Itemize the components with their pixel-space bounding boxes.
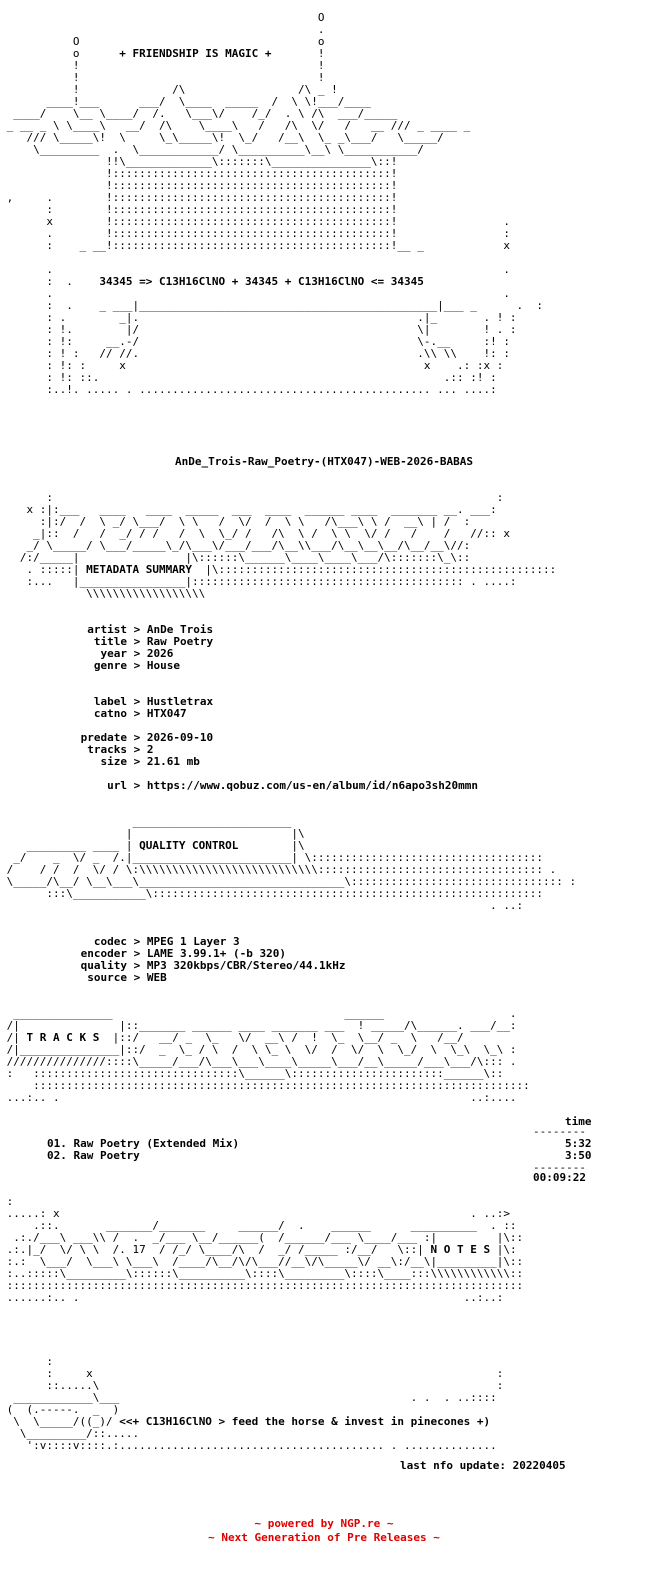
ascii-art: : !: __.-/ \-.__ :! : xyxy=(0,335,510,348)
powered-by xyxy=(0,1518,648,1530)
field-value: MPEG 1 Layer 3 xyxy=(146,935,240,948)
ascii-art: : xyxy=(0,1195,14,1208)
ascii-art: x !::::::::::::::::::::::::::::::::::::::::::! . xyxy=(0,215,510,228)
ascii-art: ...:.. . ..:.... xyxy=(0,1091,517,1104)
divider: -------- xyxy=(533,1161,586,1174)
field-value: Raw Poetry xyxy=(146,635,214,648)
tracks-heading-line: /| T R A C K S |::/ __/ _ \_ \/ __\ / ! \_ \__/ _ \ /__/ xyxy=(0,1031,464,1044)
ascii-art: :::\___________\::::::::::::::::::::::::::::::::::::::::::::::::::::::::::: xyxy=(0,887,544,900)
ascii-art: . !::::::::::::::::::::::::::::::::::::::::::! : xyxy=(0,227,510,240)
field-label: codec xyxy=(93,935,127,948)
track-number: 02. xyxy=(47,1149,74,1162)
ascii-art: /|_______________|::/ _ \_ / \ / \ \_ \ \/ / \/ \ \_/ \ \_\ \_\ : xyxy=(0,1043,517,1056)
quality-heading: QUALITY CONTROL xyxy=(139,839,239,852)
tracks-heading: T R A C K S xyxy=(26,1031,100,1044)
powered-suffix: ~ xyxy=(380,1517,394,1530)
ascii-art: ......:.. . ..:..: xyxy=(0,1291,504,1304)
ascii-art: . ..: xyxy=(0,899,524,912)
ascii-art: ____/ \__ \____/ /. \___\/ /_/ . \ /\ ___/_____ xyxy=(0,107,398,120)
track-title: Raw Poetry (Extended Mix) xyxy=(73,1137,240,1150)
ascii-art: : :::::::::::::::::::::::::::::::\______\:::::::::::::::::::::::______\:: xyxy=(0,1067,504,1080)
metadata-tracks: tracks > 2 xyxy=(0,744,154,756)
ascii-art: ///////////////::::\_____/___/\___\___\____\_____\___/__\_____/___\___/\::: . xyxy=(0,1055,517,1068)
quality-source: source > WEB xyxy=(0,972,167,984)
metadata-url: url > https://www.qobuz.com/us-en/album/id/n6apo3sh20mmn xyxy=(0,780,478,792)
track-title: Raw Poetry xyxy=(73,1149,140,1162)
ascii-art: O xyxy=(0,11,325,24)
ascii-art: x :|:___ ____ ____ _____ ___ ____ ______ ____ _______ __. ___: xyxy=(0,503,497,516)
field-label: encoder xyxy=(80,947,127,960)
ascii-art: !::::::::::::::::::::::::::::::::::::::::::! xyxy=(0,167,398,180)
field-value: WEB xyxy=(146,971,167,984)
track-time: 5:32 xyxy=(565,1137,592,1150)
ascii-art: !::::::::::::::::::::::::::::::::::::::::::! xyxy=(0,179,398,192)
field-label: predate xyxy=(80,731,127,744)
ascii-art: :.: \___/ \___\ \___\ /____/\__/\/\___//__\/\_____\/ __\:/__\|_________|\:: xyxy=(0,1255,524,1268)
ascii-art: ! /\ /\ _ ! xyxy=(0,83,338,96)
header-title-line: o + FRIENDSHIP IS MAGIC + ! xyxy=(0,47,325,60)
quality-heading-line: _________ ____ | QUALITY CONTROL |\ xyxy=(0,839,305,852)
formula-text: 34345 => C13H16ClNO + 34345 + C13H16ClNO <= 34345 xyxy=(99,275,424,288)
quality-quality: quality > MP3 320kbps/CBR/Stereo/44.1kHz xyxy=(0,960,346,972)
ascii-art: : !: : x x .: :x : xyxy=(0,359,504,372)
field-label: url xyxy=(107,779,127,792)
ascii-art: \_________/::..... xyxy=(0,1427,140,1440)
ascii-art: . . xyxy=(0,263,510,276)
ascii-art: /// \_____\! \ \_\_____\! \_/ /__\ \_ _\___/ \_____/ xyxy=(0,131,444,144)
ascii-art: \_________ . \____________/ \__________\__\ \___________/ xyxy=(0,143,424,156)
quality-codec: codec > MPEG 1 Layer 3 xyxy=(0,936,240,948)
ascii-art: ( (.-----. _ ) xyxy=(0,1403,491,1416)
quality-encoder: encoder > LAME 3.99.1+ (-b 320) xyxy=(0,948,286,960)
field-label: title xyxy=(93,635,127,648)
divider: -------- xyxy=(533,1125,586,1138)
ascii-art: ____________\___ . . . ..:::: xyxy=(0,1391,497,1404)
field-value: 21.61 mb xyxy=(146,755,200,768)
field-value: HTX047 xyxy=(146,707,187,720)
formula-line: : . 34345 => C13H16ClNO + 34345 + C13H16ClNO <= 34345 xyxy=(0,275,424,288)
ascii-art: : x : xyxy=(0,1367,504,1380)
url-link[interactable]: https://www.qobuz.com/us-en/album/id/n6apo3sh20mmn xyxy=(146,779,479,792)
ascii-art: ! ! xyxy=(0,59,325,72)
ascii-art: O o xyxy=(0,35,325,48)
ascii-art: : . _ ___|_____________________________________________|___ _ . : xyxy=(0,299,544,312)
ascii-art: _/ \_____/ \___/_____\_/\___\/___/___/\__\\___/\__\__\__/\__/__\//: xyxy=(0,539,471,552)
ascii-art: !!\_____________\:::::::\_______________\::! xyxy=(0,155,398,168)
ngp-link[interactable]: NGP.re xyxy=(340,1517,381,1530)
slogan-line: \ \_____/((_)/ <<+ C13H16ClNO > feed the horse & invest in pinecones +) xyxy=(0,1415,491,1428)
release-name: AnDe_Trois-Raw_Poetry-(HTX047)-WEB-2026-BABAS xyxy=(174,455,473,468)
ascii-art: : . _|. .|_ . ! : xyxy=(0,311,517,324)
ascii-art: .....: x . ..:> xyxy=(0,1207,510,1220)
ascii-art: | |\ xyxy=(0,827,305,840)
ascii-art: \\\\\\\\\\\\\\\\\\ xyxy=(0,587,484,600)
metadata-genre: genre > House xyxy=(0,660,180,672)
ascii-art: ________________________ xyxy=(0,815,292,828)
ascii-art: : !: ::. .:: :! : xyxy=(0,371,497,384)
ascii-art: /| |::_______ ______ ____ _______ ___ ! _____/\______. ___/__: xyxy=(0,1019,517,1032)
ascii-art: \_____/\__/ \__\___\_______________________________\:::::::::::::::::::::::::::::::: : xyxy=(0,875,577,888)
field-value: 2026-09-10 xyxy=(146,731,214,744)
field-label: artist xyxy=(87,623,127,636)
powered-prefix: ~ powered by xyxy=(254,1517,341,1530)
ascii-art: : : xyxy=(0,491,504,504)
field-label: genre xyxy=(93,659,127,672)
slogan: <<+ C13H16ClNO > feed the horse & invest in pinecones +) xyxy=(119,1415,491,1428)
ascii-art: ::::::::::::::::::::::::::::::::::::::::::::::::::::::::::::::::::::::::::: xyxy=(0,1079,530,1092)
ascii-art: : xyxy=(0,1355,53,1368)
field-value: Hustletrax xyxy=(146,695,214,708)
metadata-artist: artist > AnDe Trois xyxy=(0,624,213,636)
ascii-art: _ __ _ \ \____\ __/ /\ \____\ / /\ \/ / __ /// _ ____ _ xyxy=(0,119,471,132)
ascii-art: : !::::::::::::::::::::::::::::::::::::::::::! xyxy=(0,203,398,216)
field-value: 2026 xyxy=(146,647,174,660)
metadata-title: title > Raw Poetry xyxy=(0,636,213,648)
field-label: quality xyxy=(80,959,127,972)
ascii-art: ____!___ ___/ \____ _____ / \ \!___/____ xyxy=(0,95,371,108)
track-time: 3:50 xyxy=(565,1149,592,1162)
ascii-art: . xyxy=(0,23,325,36)
metadata-size: size > 21.61 mb xyxy=(0,756,200,768)
ascii-art: : _ __!::::::::::::::::::::::::::::::::::::::::::!__ _ x xyxy=(0,239,510,252)
field-label: size xyxy=(100,755,127,768)
field-value: LAME 3.99.1+ (-b 320) xyxy=(146,947,286,960)
ascii-art: :..!. ..... . ............................................ ... ....: xyxy=(0,383,497,396)
ascii-art: _|:: / / _/ / / / \ \_/ / /\ \ / \ \ \/ / / / //:: x xyxy=(0,527,510,540)
track-row xyxy=(47,1150,140,1162)
field-label: tracks xyxy=(87,743,127,756)
field-value: MP3 320kbps/CBR/Stereo/44.1kHz xyxy=(146,959,346,972)
ascii-art: .:./___\ ___\\ / . _/___ \__/______( /______/___ \____/___ :| |\:: xyxy=(0,1231,524,1244)
ascii-art: .::. _______/_______ ______/ . ______ __________ . :: xyxy=(0,1219,517,1232)
ascii-art: /:/_____| |\::::::\______\____\____\___/\:::::::\_\:: xyxy=(0,551,471,564)
header-title: + FRIENDSHIP IS MAGIC + xyxy=(119,47,272,60)
ascii-art: _/ _ \/ _ /.|________________________| \::::::::::::::::::::::::::::::::::: xyxy=(0,851,544,864)
ascii-art: :..:::::\_________\::::::\__________\::::\_________\::::\____:::\\\\\\\\\\\\:: xyxy=(0,1267,524,1280)
ascii-art: :... |________________|::::::::::::::::::::::::::::::::::::::::: . ....: xyxy=(0,575,517,588)
field-label: catno xyxy=(93,707,127,720)
ascii-art: , . !::::::::::::::::::::::::::::::::::::::::::! xyxy=(0,191,398,204)
field-label: year xyxy=(100,647,127,660)
metadata-predate: predate > 2026-09-10 xyxy=(0,732,213,744)
time-header: time xyxy=(565,1115,592,1128)
notes-heading-line: .:.|_/ \/ \ \ /. 17 / /_/ \____/\ / _/ /_____ :/__/ \::| N O T E S |\: xyxy=(0,1243,517,1256)
last-update: last nfo update: 20220405 xyxy=(400,1459,566,1472)
field-label: source xyxy=(87,971,127,984)
tagline: ~ Next Generation of Pre Releases ~ xyxy=(208,1531,440,1544)
ascii-art: : !. |/ \| ! . : xyxy=(0,323,517,336)
ascii-art: :|:/ / \ _/ \___/ \ \ / \/ / \ \ /\___\ \ / __\ | / : xyxy=(0,515,471,528)
ascii-art: ::.....\ : xyxy=(0,1379,504,1392)
notes-heading: N O T E S xyxy=(430,1243,491,1256)
field-value: House xyxy=(146,659,180,672)
ascii-art: ':v::::v::::.:........................................ . .............. xyxy=(0,1439,497,1452)
metadata-heading-line: . :::::| METADATA SUMMARY |\::::::::::::::::::::::::::::::::::::::::::::::::::: xyxy=(0,563,557,576)
ascii-art: . . xyxy=(0,287,510,300)
ascii-art: : ! : // //. .\\ \\ !: : xyxy=(0,347,510,360)
ascii-art: :::::::::::::::::::::::::::::::::::::::::::::::::::::::::::::::::::::::::::::: xyxy=(0,1279,524,1292)
metadata-year: year > 2026 xyxy=(0,648,173,660)
metadata-catno: catno > HTX047 xyxy=(0,708,187,720)
field-value: AnDe Trois xyxy=(146,623,214,636)
ascii-art: / / / / \/ / \:\\\\\\\\\\\\\\\\\\\\\\\\\\\:::::::::::::::::::::::::::::::::: . xyxy=(0,863,557,876)
metadata-label: label > Hustletrax xyxy=(0,696,213,708)
ascii-art: _______________ ______ . xyxy=(0,1007,517,1020)
field-value: 2 xyxy=(146,743,154,756)
ascii-art: ! ! xyxy=(0,71,325,84)
track-number: 01. xyxy=(47,1137,74,1150)
total-time: 00:09:22 xyxy=(533,1171,586,1184)
metadata-heading: METADATA SUMMARY xyxy=(86,563,193,576)
field-label: label xyxy=(93,695,127,708)
